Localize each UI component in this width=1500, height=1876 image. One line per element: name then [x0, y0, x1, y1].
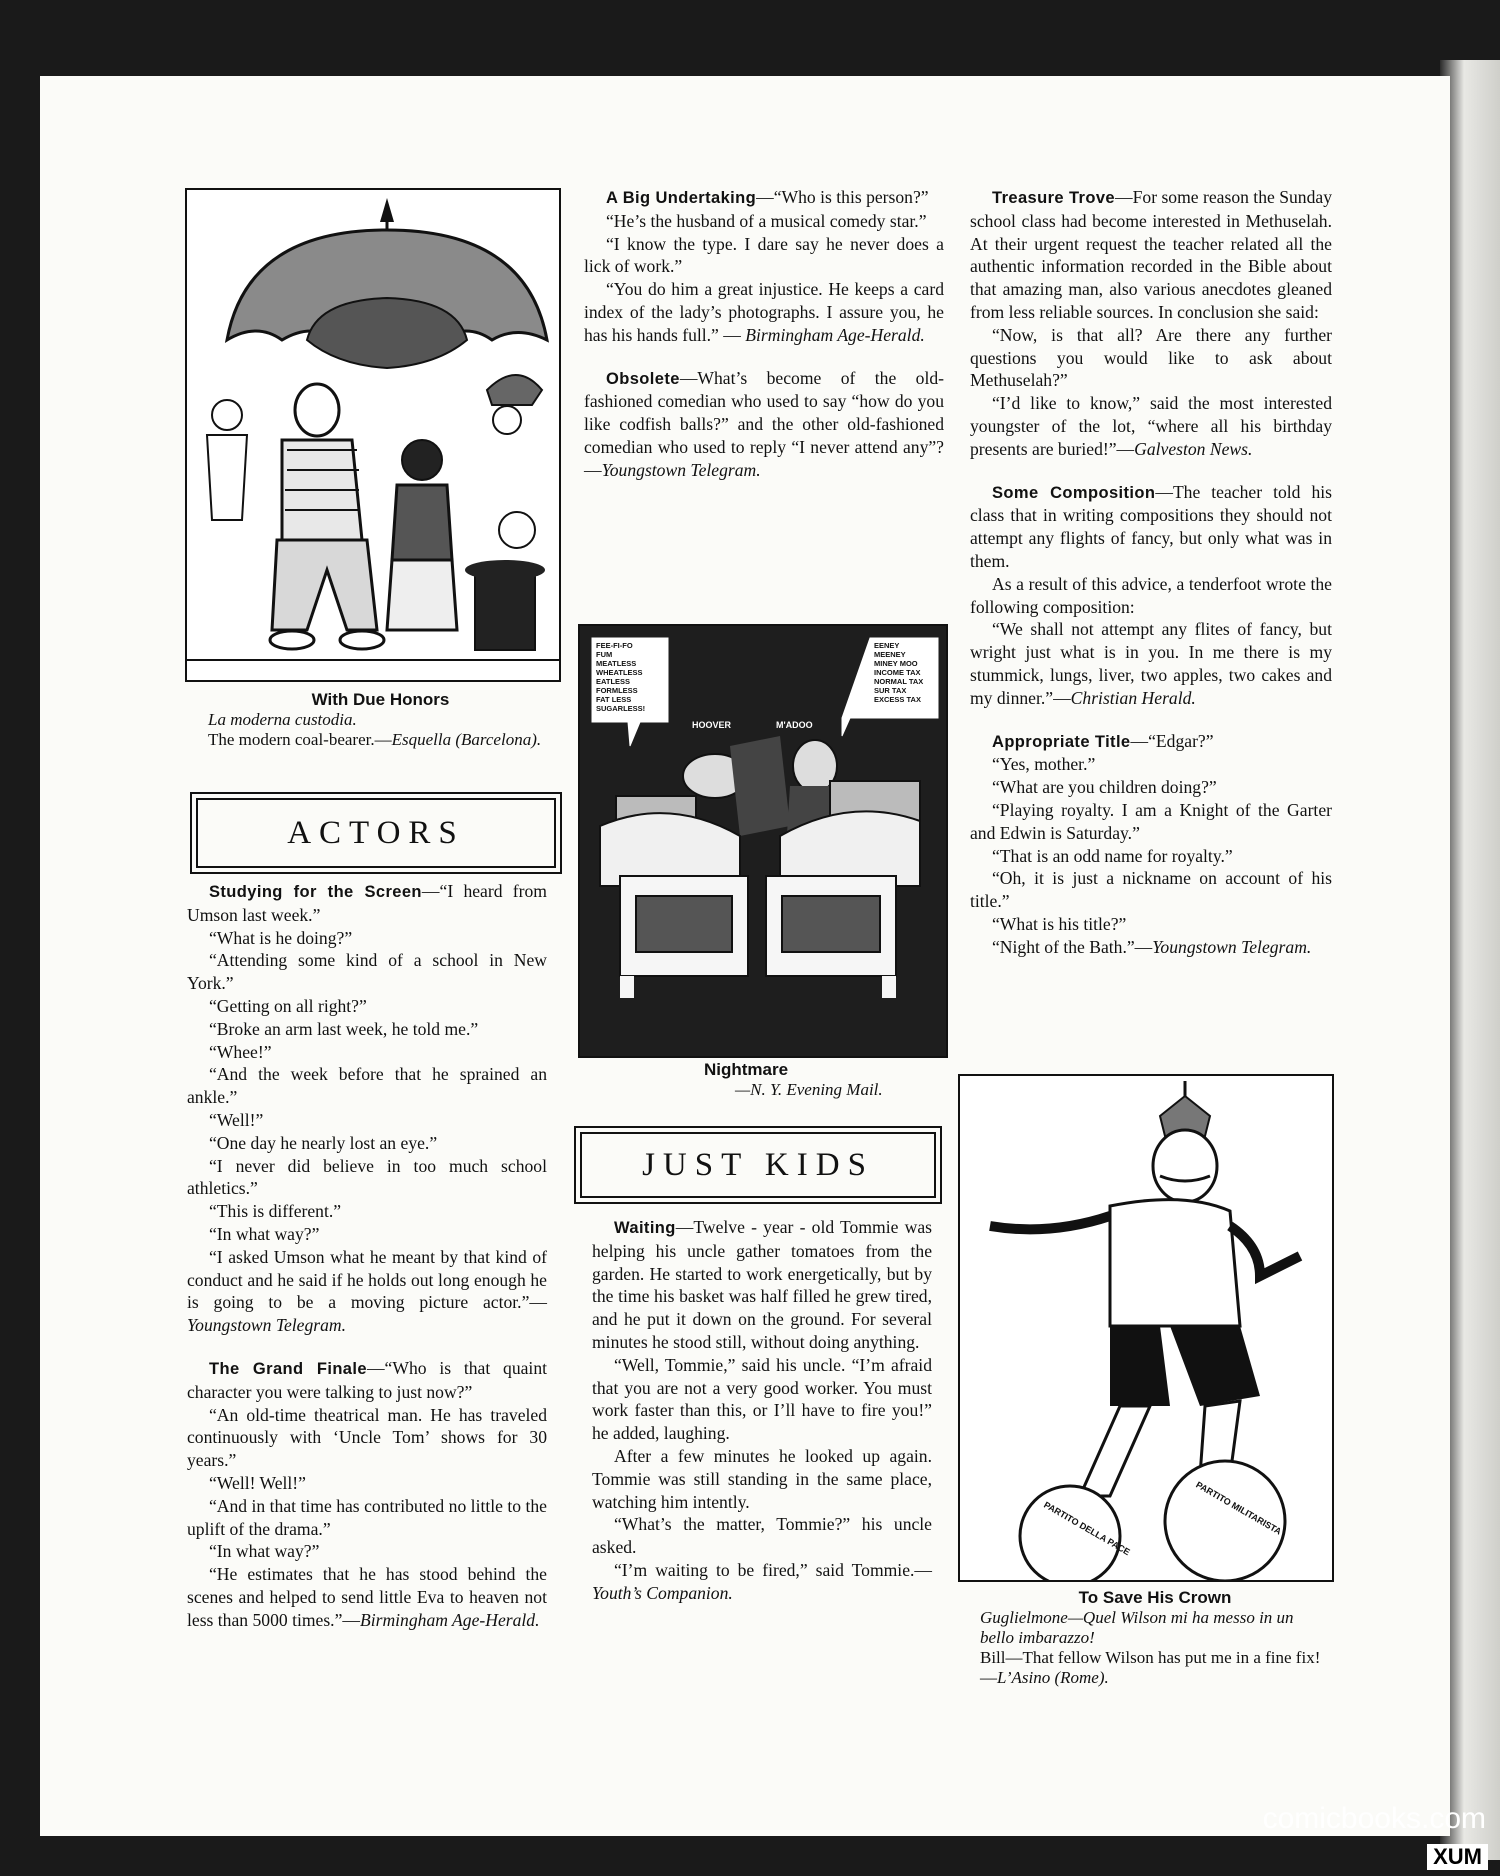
- balloon-left-line: MEATLESS: [596, 659, 637, 668]
- balloon-left-line: SUGARLESS!: [596, 704, 646, 713]
- story-line: “In what way?”: [209, 1223, 320, 1244]
- caption-english: Bill—That fellow Wilson has put me in a fine fix!—L’Asino (Rome).: [980, 1648, 1321, 1687]
- section-banner-just-kids: [574, 1126, 942, 1204]
- story-line: “I know the type. I dare say he never does a lick of work.”: [584, 233, 944, 277]
- caption-title: Nightmare: [704, 1060, 789, 1079]
- story-heading: Treasure Trove: [992, 189, 1116, 207]
- story-line: “I never did believe in too much school athletics.”: [187, 1155, 547, 1199]
- story-line: “Playing royalty. I am a Knight of the Garter and Edwin is Saturday.”: [970, 799, 1332, 843]
- cartoon-to-save-his-crown: [958, 1074, 1334, 1582]
- cartoon-nightmare: [578, 624, 948, 1058]
- balloon-right-line: SUR TAX: [874, 686, 907, 695]
- balloon-left-line: FEE-FI-FO: [596, 641, 633, 650]
- balloon-left-line: FORMLESS: [596, 686, 638, 695]
- story-heading: Obsolete: [606, 369, 680, 388]
- caption-source: —N. Y. Evening Mail.: [735, 1080, 883, 1099]
- caption-italian: Guglielmone—Quel Wilson mi ha messo in un bello imbarazzo!: [980, 1608, 1294, 1647]
- cartoon-to-save-his-crown-caption: [980, 1588, 1330, 1688]
- story-line: “Well, Tommie,” said his uncle. “I’m afraid that you are not a very good worker. You must work faster than this, or I’ll have to fire you!” he added, laughing.: [592, 1354, 932, 1444]
- story-source: Youngstown Telegram.: [187, 1315, 347, 1336]
- balloon-left-line: EATLESS: [596, 677, 631, 686]
- story-heading: A Big Undertaking: [606, 189, 757, 207]
- column-1-text: [187, 880, 547, 1632]
- column-3-text: [970, 186, 1332, 959]
- cartoon-with-due-honors-drawing: [187, 190, 559, 680]
- story-line: “He estimates that he has stood behind the scenes and helped to send little Eva to heaven not less than 5000 times.”—Birmingham Age-Herald.: [187, 1564, 547, 1630]
- balloon-left-line: FUM: [596, 650, 613, 659]
- story-line: “One day he nearly lost an eye.”: [209, 1132, 438, 1153]
- story-studying-for-the-screen: Studying for the Screen—“I heard from Umson last week.”: [187, 881, 547, 925]
- balloon-right-line: EXCESS TAX: [874, 695, 921, 704]
- story-line: “He’s the husband of a musical comedy star.”: [606, 210, 927, 231]
- story-line: “Attending some kind of a school in New York.”: [187, 950, 547, 994]
- story-line: “What is he doing?”: [209, 927, 353, 948]
- balloon-right-line: NORMAL TAX: [874, 677, 924, 686]
- story-heading: Waiting: [614, 1219, 676, 1237]
- label-mcadoo: M'ADOO: [776, 720, 813, 730]
- story-line: “Well!”: [209, 1109, 264, 1130]
- story-line: As a result of this advice, a tenderfoot wrote the following composition:: [970, 573, 1332, 617]
- watermark-tag: XUM: [1427, 1844, 1488, 1870]
- story-some-composition: Some Composition—The teacher told his class that in writing compositions they should not attempt any flights of fancy, but only what was in them.: [970, 481, 1332, 571]
- caption-italian: La moderna custodia.: [208, 710, 357, 729]
- section-title-just-kids: JUST KIDS: [580, 1132, 936, 1198]
- story-line: “What is his title?”: [992, 913, 1127, 934]
- caption-title: To Save His Crown: [1078, 1588, 1232, 1607]
- column-2-text-bottom: [592, 1216, 932, 1605]
- story-line: “Night of the Bath.”—Youngstown Telegram.: [992, 936, 1312, 957]
- story-heading: Some Composition: [992, 483, 1156, 502]
- caption-english: The modern coal-bearer.—Esquella (Barcelona).: [208, 730, 542, 749]
- story-line: “I’d like to know,” said the most interested youngster of the lot, “where all his birthday presents are buried!”—Galveston News.: [970, 393, 1332, 459]
- caption-title: With Due Honors: [311, 690, 450, 709]
- story-the-grand-finale: The Grand Finale—“Who is that quaint character you were talking to just now?”: [187, 1357, 548, 1402]
- story-line: “What are you children doing?”: [992, 777, 1217, 798]
- story-appropriate-title: Appropriate Title—“Edgar?”: [992, 730, 1214, 751]
- story-waiting: Waiting—Twelve - year - old Tommie was helping his uncle gather tomatoes from the garden. He started to work energetically, but by the time his basket was half filled he grew tired, and he put it down on the ground. For several minutes he stood still, without doing anything.: [592, 1217, 932, 1352]
- story-a-big-undertaking: A Big Undertaking—“Who is this person?”: [606, 187, 929, 207]
- story-heading: Appropriate Title: [992, 732, 1131, 751]
- balloon-right-line: INCOME TAX: [874, 668, 921, 677]
- ball-label-militarist: PARTITO MILITARISTA: [1194, 1479, 1284, 1537]
- story-line: “We shall not attempt any flites of fancy, but wright just what is in you. In me there is my stummick, lungs, liver, two apples, two cakes and my dinner.”—Christian Herald.: [970, 619, 1332, 708]
- story-line: “Whee!”: [209, 1041, 272, 1062]
- cartoon-nightmare-caption: [700, 1060, 960, 1100]
- label-hoover: HOOVER: [692, 720, 732, 730]
- story-treasure-trove: Treasure Trove—For some reason the Sunday school class had become interested in Methuselah. At their urgent request the teacher related all the authentic information recorded in the Bible about that amazing man, also various anecdotes gleaned from less reliable sources. In conclusion she said:: [970, 187, 1332, 322]
- story-line: “Broke an arm last week, he told me.”: [209, 1018, 479, 1039]
- story-line: “Well! Well!”: [209, 1472, 306, 1493]
- story-heading: The Grand Finale: [209, 1359, 367, 1378]
- story-source: Birmingham Age-Herald.: [745, 324, 925, 345]
- story-line: “This is different.”: [209, 1201, 342, 1222]
- story-line: “Getting on all right?”: [209, 995, 367, 1016]
- watermark-site: comicbooks.com: [1262, 1802, 1486, 1835]
- cartoon-nightmare-drawing: [580, 626, 946, 1056]
- story-source: Youngstown Telegram.: [601, 459, 761, 480]
- story-source: Christian Herald.: [1070, 687, 1196, 708]
- story-line: “I asked Umson what he meant by that kind of conduct and he said if he holds out long enough he is going to be a moving picture actor.”—Youngstown Telegram.: [187, 1246, 547, 1336]
- balloon-left-line: FAT LESS: [596, 695, 632, 704]
- story-heading: Studying for the Screen: [209, 883, 422, 901]
- story-line: “In what way?”: [209, 1541, 320, 1562]
- story-source: Galveston News.: [1134, 438, 1253, 459]
- story-line: “I’m waiting to be fired,” said Tommie.—Youth’s Companion.: [592, 1559, 932, 1603]
- story-line: “An old-time theatrical man. He has traveled continuously with ‘Uncle Tom’ shows for 30 years.”: [187, 1404, 547, 1471]
- column-2-text-top: [584, 186, 944, 482]
- story-source: Birmingham Age-Herald.: [359, 1609, 540, 1630]
- story-line: “That is an odd name for royalty.”: [992, 845, 1233, 866]
- story-line: “And the week before that he sprained an ankle.”: [187, 1064, 547, 1108]
- balloon-left-line: WHEATLESS: [596, 668, 643, 677]
- balloon-right-line: MINEY MOO: [874, 659, 918, 668]
- balloon-right-line: EENEY: [874, 641, 900, 650]
- story-line: After a few minutes he looked up again. Tommie was still standing in the same place, watching him intently.: [592, 1445, 932, 1512]
- story-line: “Yes, mother.”: [992, 754, 1096, 775]
- ball-label-peace: PARTITO DELLA PACE: [1042, 1499, 1132, 1558]
- cartoon-to-save-his-crown-drawing: [960, 1076, 1332, 1580]
- section-title-actors: ACTORS: [196, 798, 556, 868]
- story-line: “Now, is that all? Are there any further questions you would like to ask about Methuselah?”: [970, 324, 1332, 391]
- cartoon-with-due-honors: [185, 188, 561, 682]
- cartoon-with-due-honors-caption: [208, 690, 553, 750]
- story-line: “Oh, it is just a nickname on account of his title.”: [970, 868, 1332, 912]
- story-obsolete: Obsolete—What’s become of the old-fashioned comedian who used to say “how do you like codfish balls?” and the other old-fashioned comedian who used to reply “I never attend any”?—Youngstown Telegram.: [584, 367, 944, 480]
- section-banner-actors: [190, 792, 562, 874]
- story-line: “What’s the matter, Tommie?” his uncle asked.: [592, 1514, 932, 1558]
- story-source: Youngstown Telegram.: [1152, 936, 1312, 957]
- balloon-right-line: MEENEY: [874, 650, 906, 659]
- story-line: “And in that time has contributed no little to the uplift of the drama.”: [187, 1495, 547, 1539]
- story-source: Youth’s Companion.: [592, 1582, 733, 1603]
- story-line: “You do him a great injustice. He keeps a card index of the lady’s photographs. I assure you, he has his hands full.” — Birmingham Age-Herald.: [584, 279, 944, 345]
